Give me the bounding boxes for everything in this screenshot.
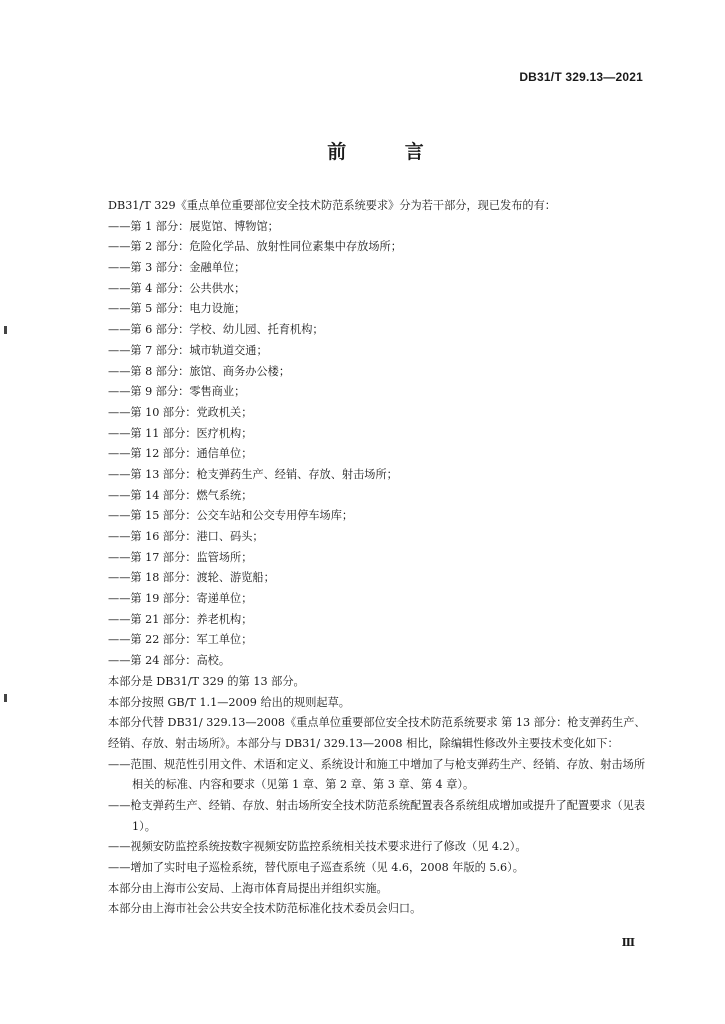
page-title: 前 言: [327, 141, 450, 163]
list-item: ——第 16 部分：港口、码头；: [108, 530, 264, 543]
list-item: ——枪支弹药生产、经销、存放、射击场所安全技术防范系统配置表各系统组成增加或提升了配置要求（见表 1）。: [108, 799, 646, 833]
replacement-text: 本部分代替 DB31/ 329.13—2008《重点单位重要部位安全技术防范系统要求 第 13 部分：枪支弹药生产、经销、存放、射击场所》。本部分与 DB31/ 329.13—2008 相比，除编辑性修改外主要技术变化如下：: [108, 716, 646, 750]
list-item: ——第 4 部分：公共供水；: [108, 281, 246, 295]
list-item: ——第 5 部分：电力设施；: [108, 302, 246, 316]
list-item: ——第 14 部分：燃气系统；: [108, 488, 253, 502]
scan-margin-mark: [4, 326, 7, 334]
list-item: ——第 19 部分：寄递单位；: [108, 592, 253, 606]
list-item: ——第 10 部分：党政机关；: [108, 405, 253, 419]
list-item: ——第 7 部分：城市轨道交通；: [108, 343, 268, 357]
page-number: Ⅲ: [621, 936, 635, 949]
list-item: ——第 22 部分：军工单位；: [108, 633, 253, 647]
parts-list: [108, 217, 648, 672]
list-item: ——第 15 部分：公交车站和公交专用停车场库；: [108, 509, 354, 523]
list-item: ——第 17 部分：监管场所；: [108, 550, 253, 564]
replacement-paragraph: [86, 713, 648, 754]
list-item: ——第 12 部分：通信单位；: [108, 447, 253, 461]
list-item: ——视频安防监控系统按数字视频安防监控系统相关技术要求进行了修改（见 4.2）。: [108, 840, 527, 854]
document-code: DB31/T 329.13—2021: [519, 70, 643, 84]
list-item: ——第 11 部分：医疗机构；: [108, 426, 253, 440]
list-item: ——第 18 部分：渡轮、游览船；: [108, 571, 275, 585]
scan-margin-mark: [4, 694, 7, 702]
list-item: ——第 2 部分：危险化学品、放射性同位素集中存放场所；: [108, 240, 402, 254]
drafting-rules-statement: 本部分按照 GB/T 1.1—2009 给出的规则起草。: [108, 695, 350, 709]
list-item: ——第 6 部分：学校、幼儿园、托育机构；: [108, 323, 324, 337]
list-item: ——第 24 部分：高校。: [108, 654, 231, 668]
list-item: ——第 9 部分：零售商业；: [108, 385, 246, 399]
intro-paragraph: DB31/T 329《重点单位重要部位安全技术防范系统要求》分为若干部分，现已发布的有：: [108, 199, 556, 212]
proposer-statement: 本部分由上海市公安局、上海市体育局提出并组织实施。: [108, 881, 388, 895]
part-statement: 本部分是 DB31/T 329 的第 13 部分。: [108, 674, 305, 688]
list-item: ——第 8 部分：旅馆、商务办公楼；: [108, 364, 291, 378]
changes-list: [108, 755, 648, 879]
centralizing-statement: 本部分由上海市社会公共安全技术防范标准化技术委员会归口。: [108, 902, 422, 916]
list-item: ——第 13 部分：枪支弹药生产、经销、存放、射击场所；: [108, 467, 398, 481]
list-item: ——增加了实时电子巡检系统，替代原电子巡查系统（见 4.6，2008 年版的 5.6）。: [108, 861, 524, 875]
list-item: ——第 21 部分：养老机构；: [108, 612, 253, 626]
list-item: ——范围、规范性引用文件、术语和定义、系统设计和施工中增加了与枪支弹药生产、经销、存放、射击场所相关的标准、内容和要求（见第 1 章、第 2 章、第 3 章、第 4 章）。: [108, 757, 646, 792]
list-item: ——第 3 部分：金融单位；: [108, 261, 246, 275]
foreword-body: [108, 196, 648, 920]
list-item: ——第 1 部分：展览馆、博物馆；: [108, 219, 279, 233]
